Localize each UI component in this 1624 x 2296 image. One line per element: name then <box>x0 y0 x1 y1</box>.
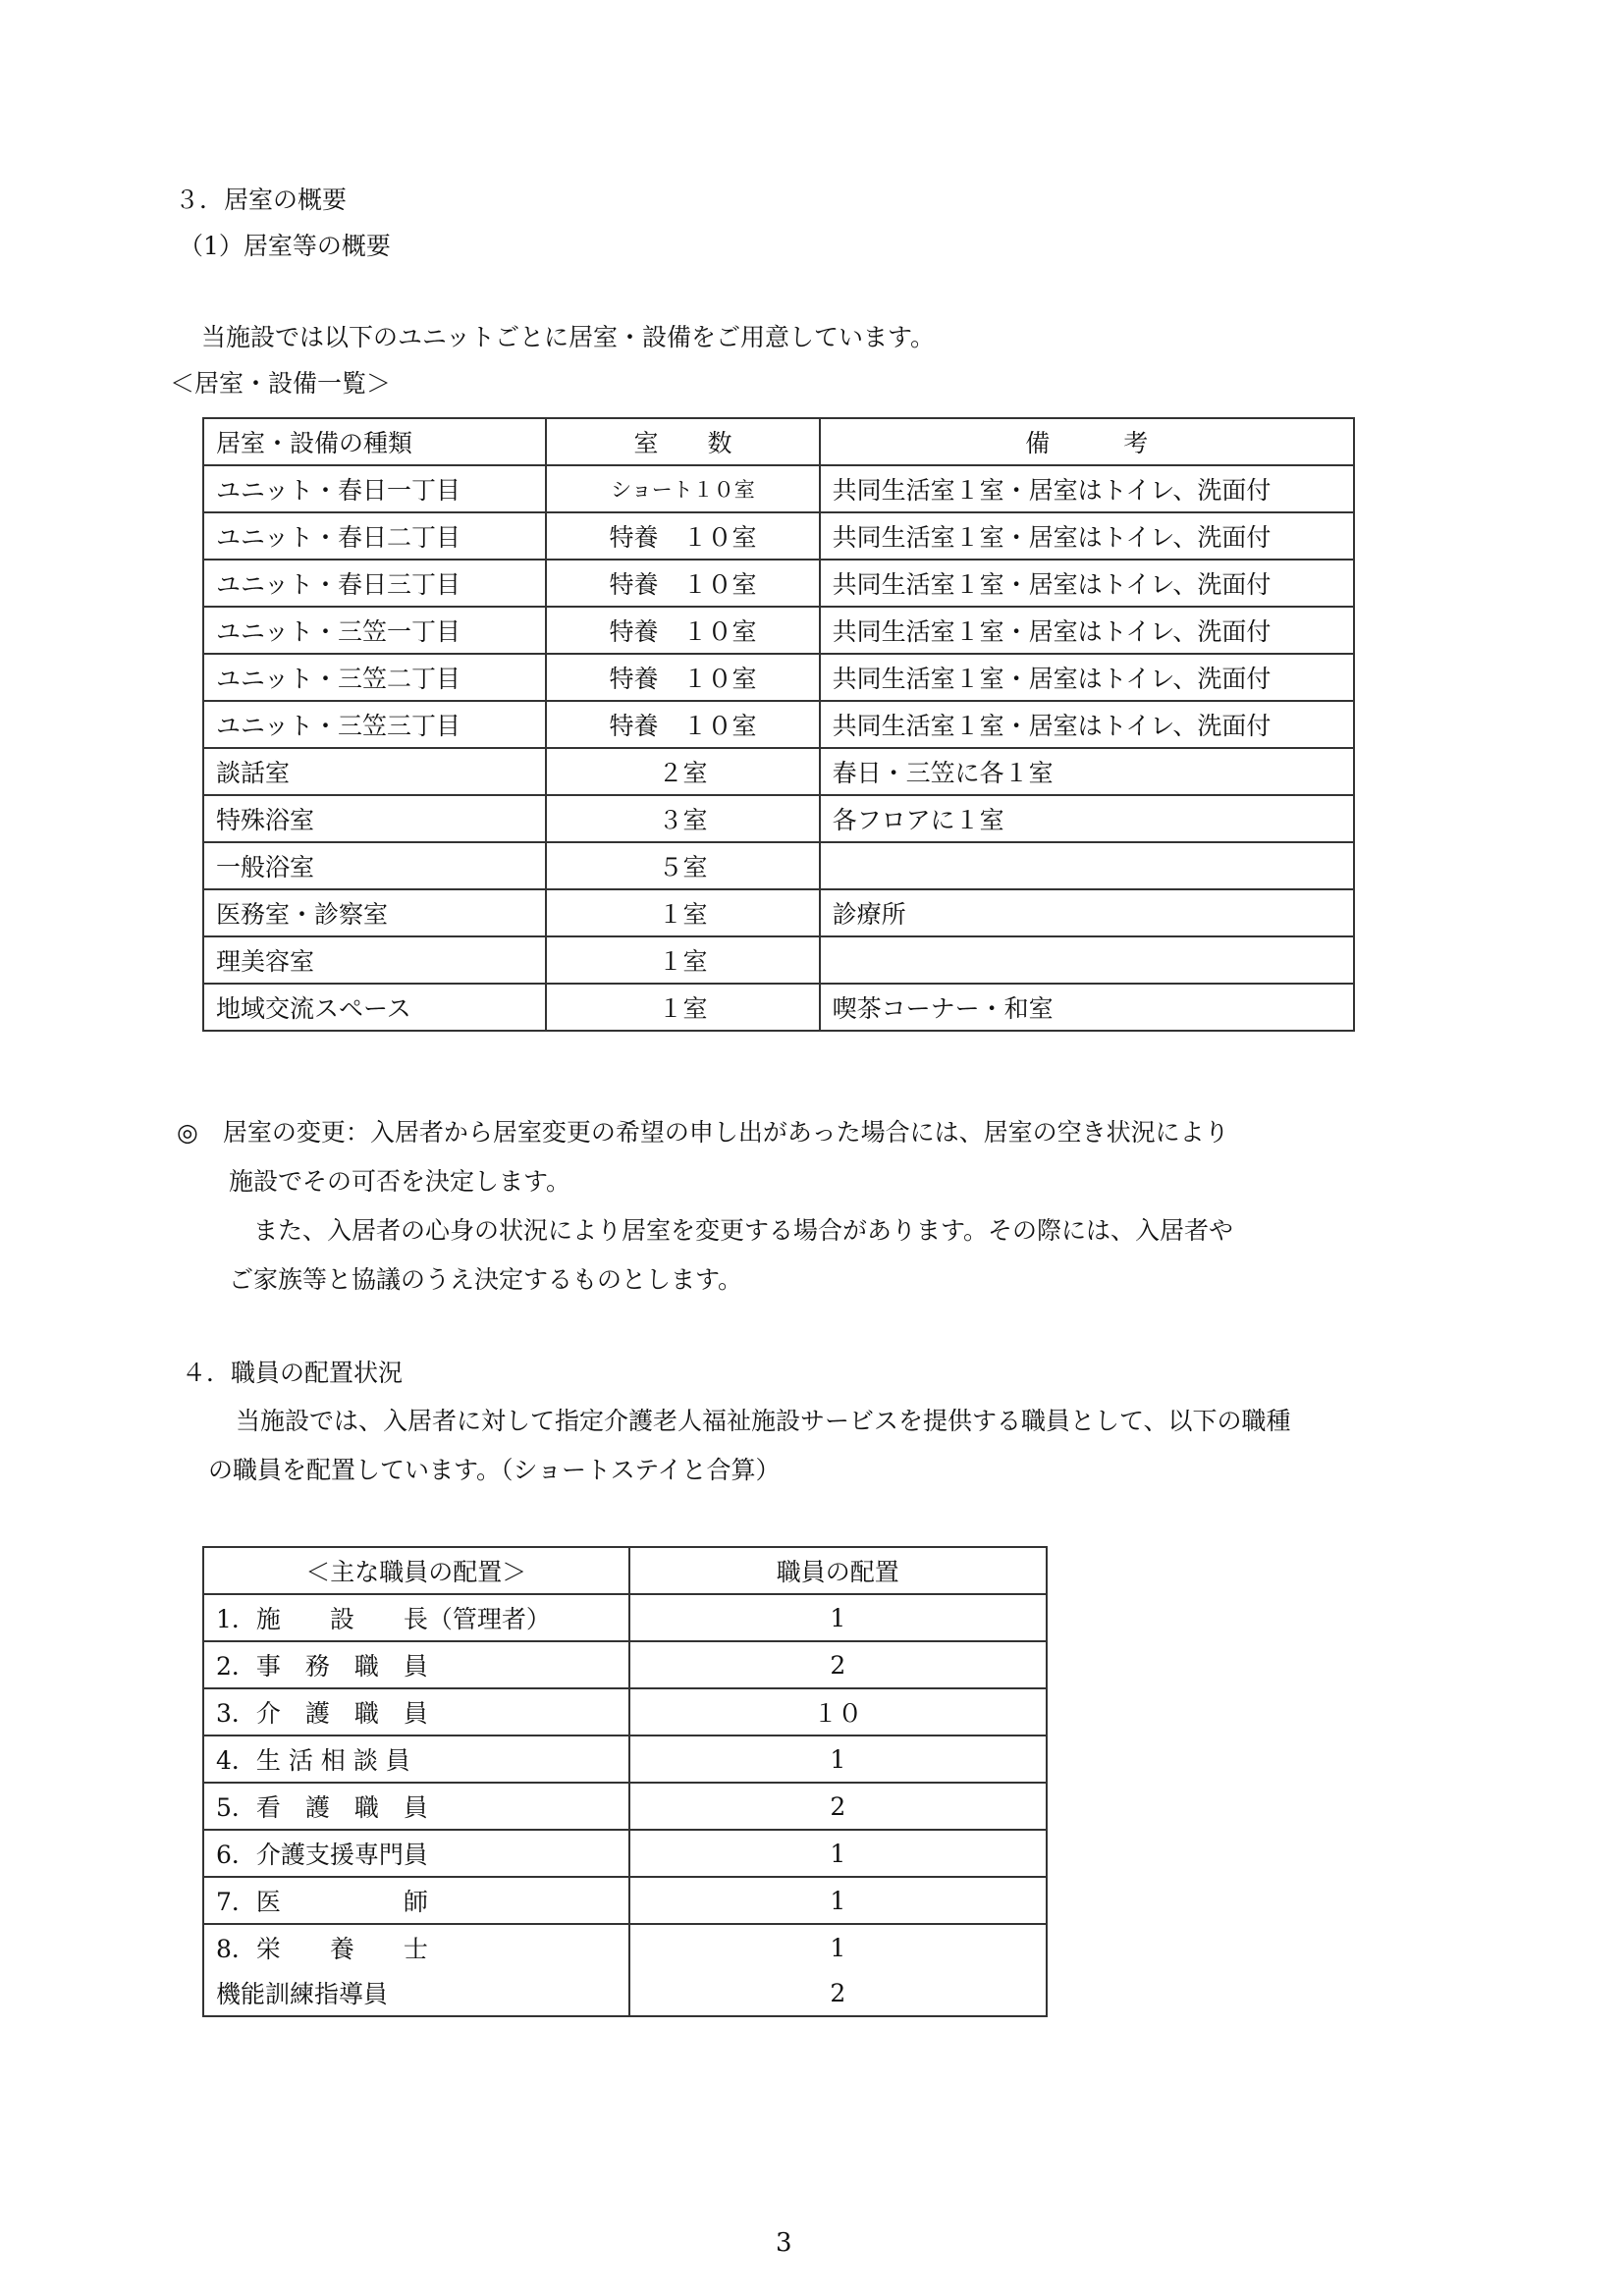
table-row <box>203 1830 1047 1877</box>
staff-table <box>202 1546 1048 2017</box>
cell-staff-count: １０ <box>629 1688 1047 1735</box>
cell-role: 4．生 活 相 談 員 <box>203 1735 629 1783</box>
cell-count: １室 <box>546 889 819 936</box>
staff-intro-line-1: 当施設では、入居者に対して指定介護老人福祉施設サービスを提供する職員として、以下の職種 <box>236 1407 1291 1435</box>
cell-count: 特養 １０室 <box>546 701 819 748</box>
cell-remarks: 各フロアに１室 <box>820 795 1354 842</box>
cell-role: 1．施 設 長（管理者） <box>203 1594 629 1641</box>
cell-staff-count: 1 <box>629 1594 1047 1641</box>
cell-role: 6．介護支援専門員 <box>203 1830 629 1877</box>
cell-staff-count: 2 <box>629 1783 1047 1830</box>
cell-remarks: 共同生活室１室・居室はトイレ、洗面付 <box>820 654 1354 701</box>
header-type: 居室・設備の種類 <box>203 418 546 465</box>
cell-type: ユニット・春日一丁目 <box>203 465 546 512</box>
cell-staff-count: 1 <box>629 1830 1047 1877</box>
cell-remarks: 診療所 <box>820 889 1354 936</box>
cell-count: ５室 <box>546 842 819 889</box>
cell-count: ３室 <box>546 795 819 842</box>
header-remarks: 備 考 <box>820 418 1354 465</box>
cell-remarks: 共同生活室１室・居室はトイレ、洗面付 <box>820 607 1354 654</box>
cell-type: 理美容室 <box>203 936 546 984</box>
header-count: 室 数 <box>546 418 819 465</box>
cell-staff-count: 1 <box>629 1924 1047 1970</box>
cell-type: ユニット・三笠一丁目 <box>203 607 546 654</box>
cell-staff-count: 1 <box>629 1877 1047 1924</box>
cell-role: 5．看 護 職 員 <box>203 1783 629 1830</box>
cell-count: １室 <box>546 936 819 984</box>
cell-remarks: 共同生活室１室・居室はトイレ、洗面付 <box>820 560 1354 607</box>
cell-type: 医務室・診察室 <box>203 889 546 936</box>
room-change-note-line-4: ご家族等と協議のうえ決定するものとします。 <box>229 1265 743 1294</box>
cell-role: 7．医 師 <box>203 1877 629 1924</box>
table-header-row <box>203 418 1354 465</box>
room-change-note-line-3: また、入居者の心身の状況により居室を変更する場合があります。その際には、入居者や <box>229 1216 1234 1245</box>
room-change-note-line-1: ◎ 居室の変更：入居者から居室変更の希望の申し出があった場合には、居室の空き状況により <box>177 1118 1229 1147</box>
table-row <box>203 512 1354 560</box>
table-row <box>203 1641 1047 1688</box>
cell-role: 2．事 務 職 員 <box>203 1641 629 1688</box>
cell-count: 特養 １０室 <box>546 654 819 701</box>
section-heading: ３．居室の概要 <box>175 186 348 214</box>
cell-type: 地域交流スペース <box>203 984 546 1031</box>
header-role: ＜主な職員の配置＞ <box>203 1547 629 1594</box>
table-row <box>203 607 1354 654</box>
table-row <box>203 1594 1047 1641</box>
cell-count: 特養 １０室 <box>546 560 819 607</box>
table-row <box>203 748 1354 795</box>
cell-count: ショート１０室 <box>546 465 819 512</box>
cell-role: 機能訓練指導員 <box>203 1970 629 2016</box>
table-row <box>203 1924 1047 1970</box>
cell-staff-count: 1 <box>629 1735 1047 1783</box>
cell-type: 特殊浴室 <box>203 795 546 842</box>
cell-count: １室 <box>546 984 819 1031</box>
table-row <box>203 560 1354 607</box>
room-change-note-line-2: 施設でその可否を決定します。 <box>229 1167 571 1196</box>
cell-type: ユニット・三笠三丁目 <box>203 701 546 748</box>
table-caption: ＜居室・設備一覧＞ <box>170 369 392 398</box>
cell-remarks: 喫茶コーナー・和室 <box>820 984 1354 1031</box>
cell-role: 8．栄 養 士 <box>203 1924 629 1970</box>
cell-type: ユニット・三笠二丁目 <box>203 654 546 701</box>
rooms-table <box>202 417 1355 1032</box>
cell-type: 一般浴室 <box>203 842 546 889</box>
cell-remarks: 共同生活室１室・居室はトイレ、洗面付 <box>820 465 1354 512</box>
cell-remarks: 共同生活室１室・居室はトイレ、洗面付 <box>820 512 1354 560</box>
cell-type: ユニット・春日二丁目 <box>203 512 546 560</box>
table-row <box>203 1970 1047 2016</box>
subsection-heading: （1）居室等の概要 <box>179 232 391 260</box>
table-row <box>203 465 1354 512</box>
table-row <box>203 936 1354 984</box>
table-row <box>203 1735 1047 1783</box>
cell-count: 特養 １０室 <box>546 607 819 654</box>
intro-text: 当施設では以下のユニットごとに居室・設備をご用意しています。 <box>201 323 936 351</box>
page-number: 3 <box>776 2228 792 2258</box>
table-row <box>203 1783 1047 1830</box>
table-header-row <box>203 1547 1047 1594</box>
cell-type: ユニット・春日三丁目 <box>203 560 546 607</box>
table-row <box>203 842 1354 889</box>
table-row <box>203 1877 1047 1924</box>
cell-remarks: 共同生活室１室・居室はトイレ、洗面付 <box>820 701 1354 748</box>
cell-count: ２室 <box>546 748 819 795</box>
cell-staff-count: 2 <box>629 1970 1047 2016</box>
table-row <box>203 889 1354 936</box>
cell-type: 談話室 <box>203 748 546 795</box>
table-row <box>203 1688 1047 1735</box>
cell-role: 3．介 護 職 員 <box>203 1688 629 1735</box>
table-row <box>203 984 1354 1031</box>
cell-remarks <box>820 842 1354 889</box>
staff-intro-line-2: の職員を配置しています。（ショートステイと合算） <box>208 1456 781 1484</box>
cell-staff-count: 2 <box>629 1641 1047 1688</box>
cell-remarks <box>820 936 1354 984</box>
header-staff-count: 職員の配置 <box>629 1547 1047 1594</box>
cell-remarks: 春日・三笠に各１室 <box>820 748 1354 795</box>
table-row <box>203 654 1354 701</box>
cell-count: 特養 １０室 <box>546 512 819 560</box>
table-row <box>203 701 1354 748</box>
section-heading: ４．職員の配置状況 <box>182 1359 404 1387</box>
table-row <box>203 795 1354 842</box>
